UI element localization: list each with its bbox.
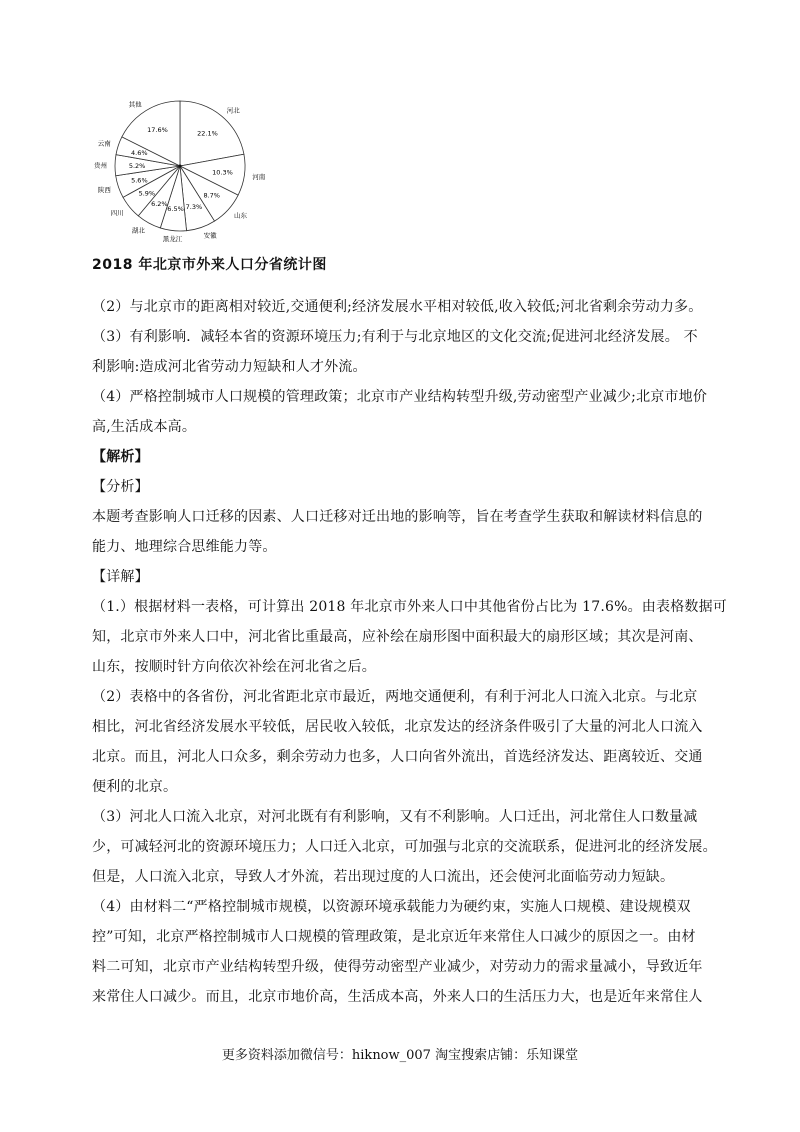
slice-value-label: 6.5% — [167, 205, 184, 214]
slice-value-label: 7.3% — [185, 203, 203, 212]
slice-value-label: 5.6% — [131, 176, 148, 185]
slice-category-label: 安徽 — [203, 231, 217, 240]
slice-category-label: 四川 — [110, 208, 124, 217]
slice-value-label: 5.9% — [138, 189, 156, 198]
slice-category-label: 其他 — [128, 100, 142, 109]
text-line: 【详解】 — [92, 569, 149, 585]
text-line: 知，北京市外来人口中，河北省比重最高，应补绘在扇形图中面积最大的扇形区域；其次是河南、 — [92, 629, 703, 645]
text-line: （4）严格控制城市人口规模的管理政策；北京市产业结构转型升级,劳动密型产业减少;北京市地价 — [92, 389, 708, 405]
text-line: 能力、地理综合思维能力等。 — [92, 539, 277, 555]
text-line: 高,生活成本高。 — [92, 419, 197, 435]
text-line: （2）与北京市的距离相对较近,交通便利;经济发展水平相对较低,收入较低;河北省剩余劳动力多。 — [92, 299, 703, 315]
slice-value-label: 5.2% — [128, 161, 146, 170]
text-line: （3）有利影响．减轻本省的资源环境压力;有利于与北京地区的文化交流;促进河北经济发展。 不 — [92, 329, 698, 345]
text-line: （4）由材料二“严格控制城市规模，以资源环境承载能力为硬约束，实施人口规模、建设规模双 — [92, 899, 691, 915]
text-line: 北京。而且，河北人口众多，剩余劳动力也多，人口向省外流出，首选经济发达、距离较近、交通 — [92, 749, 703, 765]
text-line: 但是，人口流入北京，导致人才外流，若出现过度的人口流出，还会使河北面临劳动力短缺。 — [92, 869, 675, 885]
slice-value-label: 8.7% — [203, 191, 220, 200]
slice-category-label: 河北 — [226, 106, 240, 115]
slice-category-label: 陕西 — [97, 185, 111, 194]
text-line: 【分析】 — [92, 479, 149, 495]
text-line: 相比，河北省经济发展水平较低，居民收入较低，北京发达的经济条件吸引了大量的河北人口流入 — [92, 719, 703, 735]
slice-value-label: 10.3% — [212, 168, 233, 177]
slice-value-label: 22.1% — [197, 129, 218, 138]
document-body — [92, 292, 728, 1012]
pie-chart — [90, 98, 270, 248]
text-line: 山东，按顺时针方向依次补绘在河北省之后。 — [92, 659, 376, 675]
text-line: 料二可知，北京市产业结构转型升级，使得劳动密型产业减少，对劳动力的需求量减小，导致近年 — [92, 959, 703, 975]
slice-category-label: 云南 — [97, 139, 111, 148]
text-line: 利影响:造成河北省劳动力短缺和人才外流。 — [92, 359, 367, 375]
slice-value-label: 4.6% — [131, 148, 148, 157]
slice-category-label: 黑龙江 — [162, 235, 183, 244]
text-line: （1.）根据材料一表格，可计算出 2018 年北京市外来人口中其他省份占比为 17.6%。由表格数据可 — [92, 599, 728, 615]
text-line: 本题考查影响人口迁移的因素、人口迁移对迁出地的影响等，旨在考查学生获取和解读材料信息的 — [92, 509, 703, 525]
chart-title: 2018 年北京市外来人口分省统计图 — [92, 257, 327, 273]
text-line: 便利的北京。 — [92, 779, 178, 795]
pie-center-dot — [179, 165, 182, 168]
footer: 更多资料添加微信号：hiknow_007 淘宝搜索店铺：乐知课堂 — [221, 1048, 579, 1063]
text-line: （2）表格中的各省份，河北省距北京市最近，两地交通便利，有利于河北人口流入北京。与北京 — [92, 689, 698, 705]
text-line: 【解析】 — [92, 449, 149, 465]
text-line: 来常住人口减少。而且，北京市地价高，生活成本高，外来人口的生活压力大，也是近年来常住人 — [92, 989, 703, 1005]
text-line: 少，可减轻河北的资源环境压力；人口迁入北京，可加强与北京的交流联系，促进河北的经济发展。 — [92, 839, 717, 855]
slice-value-label: 17.6% — [147, 125, 168, 134]
slice-category-label: 河南 — [252, 172, 266, 181]
text-line: （3）河北人口流入北京，对河北既有有利影响，又有不利影响。人口迁出，河北常住人口数量减 — [92, 809, 698, 825]
slice-value-label: 6.2% — [151, 200, 168, 209]
slice-category-label: 湖北 — [131, 226, 145, 235]
text-line: 控”可知，北京严格控制城市人口规模的管理政策，是北京近年来常住人口减少的原因之一。由材 — [92, 929, 696, 945]
slice-category-label: 贵州 — [94, 161, 108, 170]
slice-category-label: 山东 — [233, 211, 247, 220]
